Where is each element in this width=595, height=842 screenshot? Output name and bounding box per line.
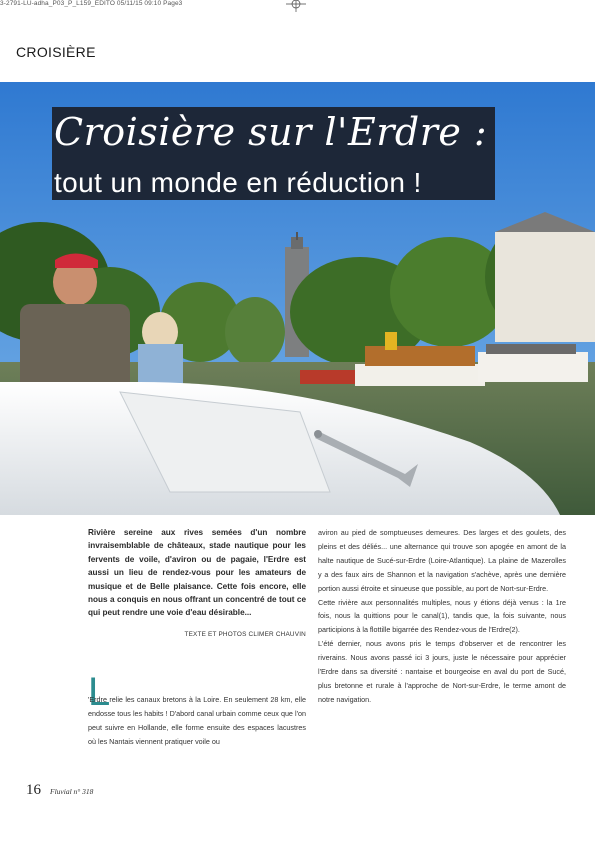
body-left-column [88, 693, 306, 749]
body-paragraph-left: 'Erdre relie les canaux bretons à la Loire. En seulement 28 km, elle endosse tous les habits ! D'abord canal urbain comme ceux que l'on peut suivre en Hollande, elle forme ensuite des espaces lacustres où les Nantais viennent pratiquer voile ou [88, 695, 306, 746]
dropcap-letter: L [88, 670, 111, 714]
body-right-column [318, 526, 566, 707]
magazine-issue: Fluvial n° 318 [50, 787, 94, 796]
crop-mark-icon [286, 0, 306, 12]
print-slug: 3-2791-LU-adha_P03_P_L159_EDITO 05/11/15 09:10 Page3 [0, 0, 183, 7]
body-paragraph-right-3: L'été dernier, nous avons pris le temps d'observer et de rencontrer les riverains. Nous avons passé ici 3 jours, juste le nécessaire pour apprécier l'Erdre dans sa diversité : nantaise et bourgeoise en aval du port de Sucé, plus bretonne et rurale à l'approche de Nort-sur-Erdre, le terme amont de notre navigation. [318, 639, 566, 704]
section-label: CROISIÈRE [16, 44, 96, 60]
intro-paragraph: Rivière sereine aux rives semées d'un nombre invraisemblable de châteaux, stade nautique pour les fervents de voile, d'aviron ou de pagaie, l'Erdre est aussi un lieu de rendez-vous pour les amateurs de musique et de Belle plaisance. Cette fois encore, elle nous a conquis en nous offrant un concentré de tout ce qui peut rendre une voie d'eau désirable... [88, 528, 306, 618]
article-title: Croisière sur l'Erdre : [54, 110, 488, 154]
photo-credit: TEXTE ET PHOTOS CLIMER CHAUVIN [184, 630, 306, 638]
intro-column [88, 526, 306, 640]
article-subtitle: tout un monde en réduction ! [54, 167, 422, 198]
page-number: 16 [26, 782, 41, 798]
body-paragraph-right-2: Cette rivière aux personnalités multiples, nous y étions déjà venus : la 1re fois, nous la quittions pour le canal(1), tandis que, la fois suivante, nous participions à la flottille bigarrée des Rendez-vous de l'Erdre(2). [318, 597, 566, 635]
body-paragraph-right-1: aviron au pied de somptueuses demeures. Des larges et des goulets, des pleins et des déliés... une alternance qui trouve son apogée en amont de la halte nautique de Sucé-sur-Erdre (Loire-Atlantique). La plaine de Mazerolles y a des faux airs de Shannon et la navigation s'achève, après une dernière portion aussi étroite et sinueuse que possible, au port de Nort-sur-Erdre. [318, 528, 566, 593]
